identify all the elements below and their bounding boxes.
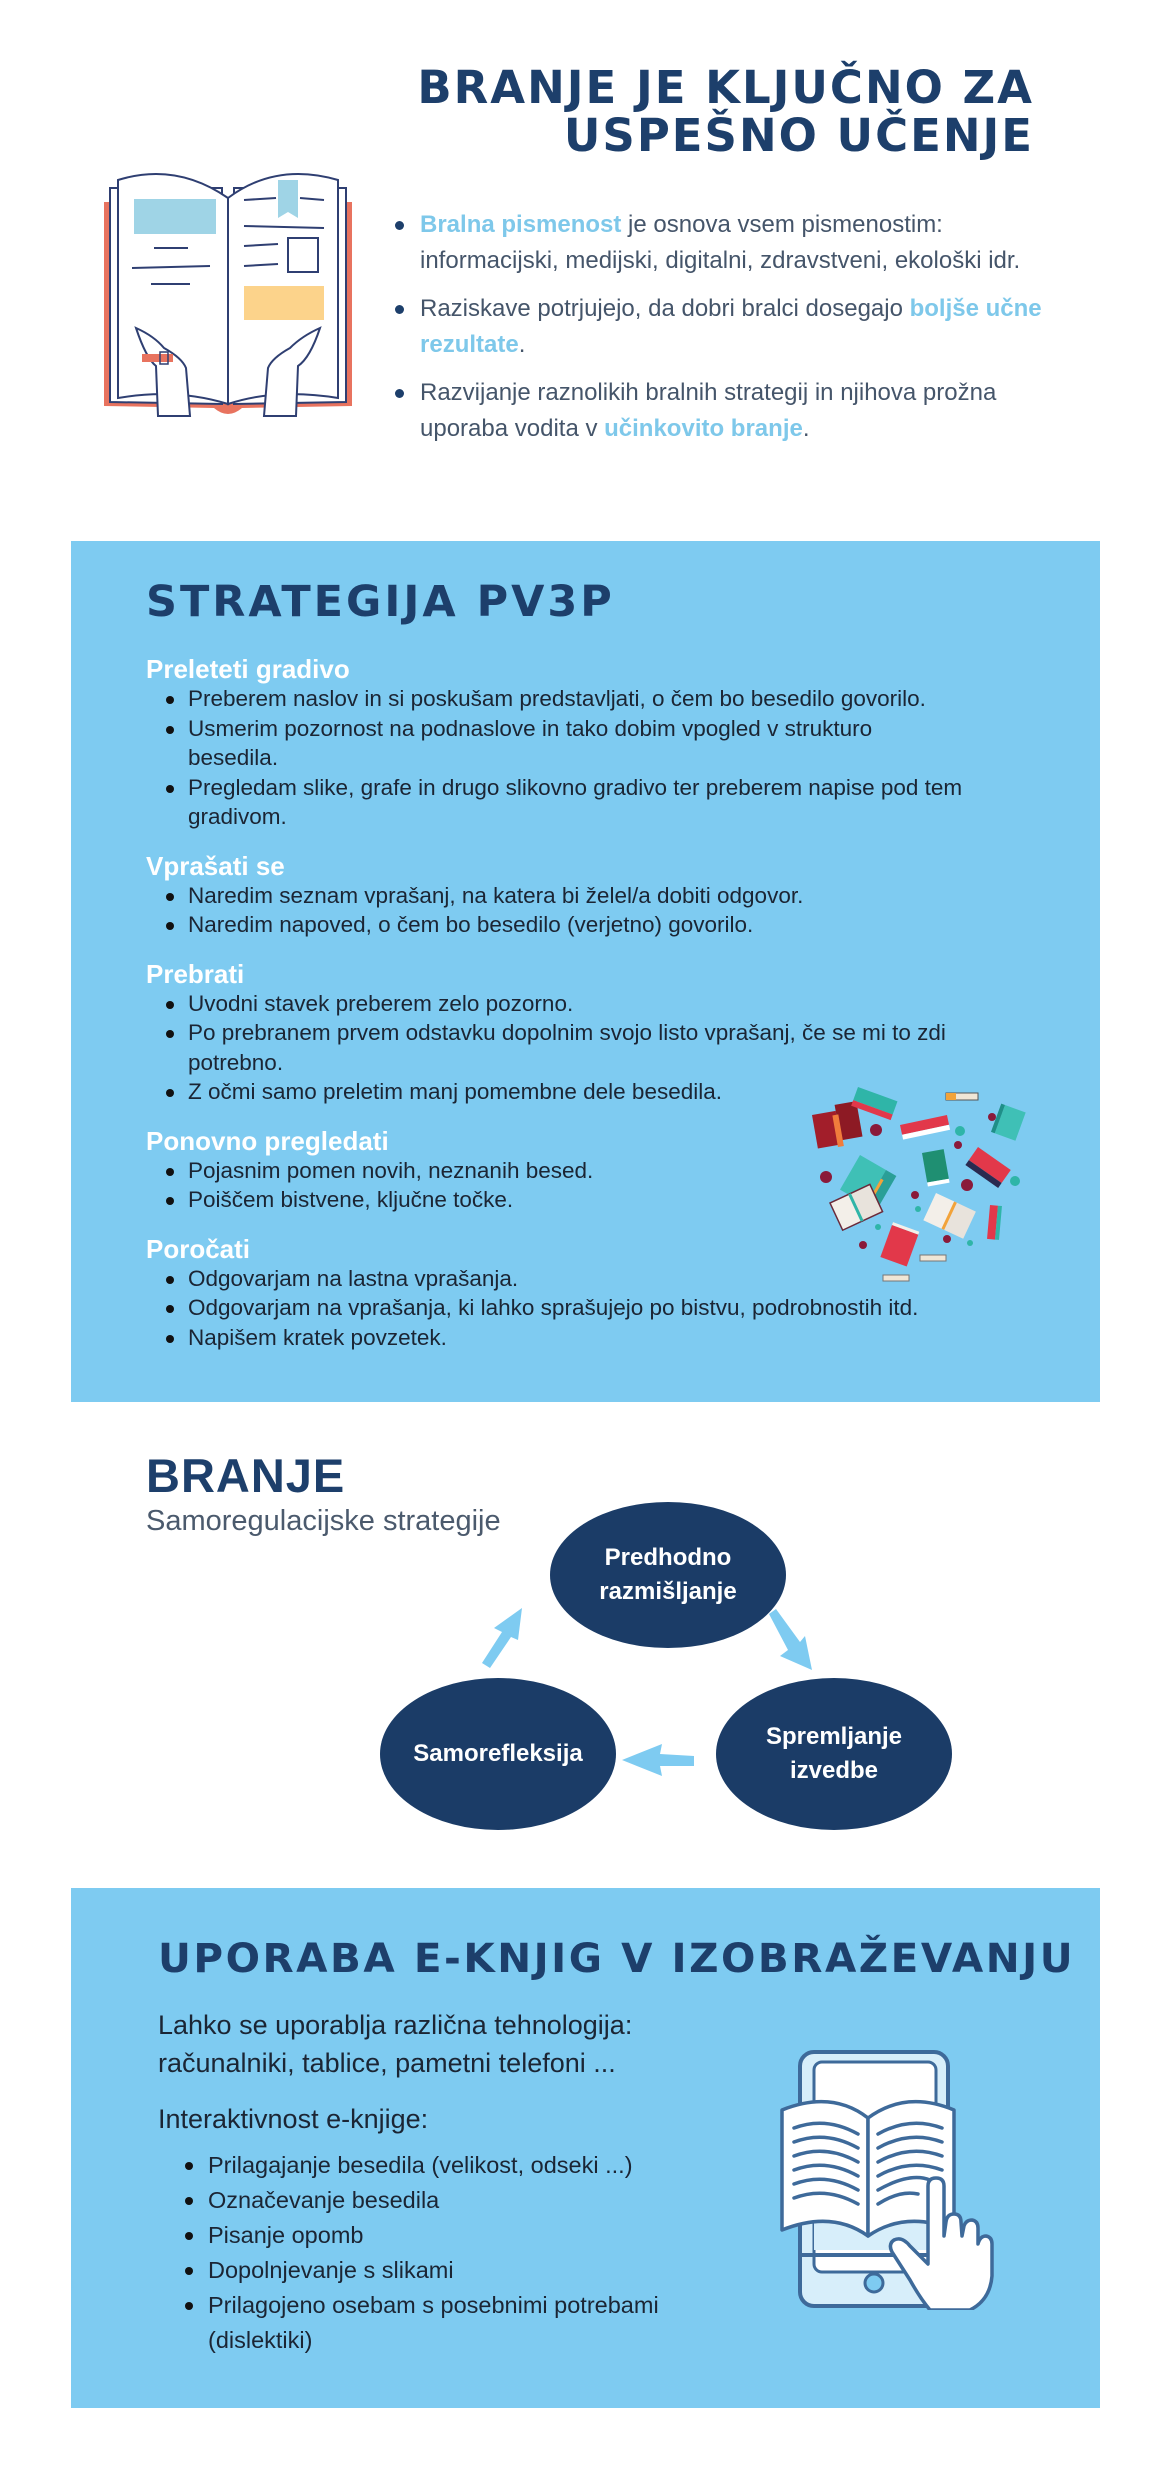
strategy-list bbox=[146, 881, 1046, 940]
strategy-item: Poiščem bistvene, ključne točke. bbox=[146, 1185, 1046, 1215]
arrow-right-to-left bbox=[622, 1744, 694, 1776]
strategy-item: Po prebranem prvem odstavku dopolnim svojo listo vprašanj, če se mi to zdi potrebno. bbox=[146, 1018, 976, 1077]
strategy-item: Odgovarjam na lastna vprašanja. bbox=[146, 1264, 1046, 1294]
strategy-section-preleteti bbox=[146, 654, 1046, 832]
main-title bbox=[300, 61, 1034, 162]
strategy-item: Naredim napoved, o čem bo besedilo (verjetno) govorilo. bbox=[146, 910, 1046, 940]
strategy-heading: Prebrati bbox=[146, 958, 245, 989]
strategy-item: Z očmi samo preletim manj pomembne dele besedila. bbox=[146, 1077, 1046, 1107]
ebooks-intro: Lahko se uporablja različna tehnologija: računalniki, tablice, pametni telefoni ... bbox=[158, 2010, 633, 2078]
strategy-item: Naredim seznam vprašanj, na katera bi želel/a dobiti odgovor. bbox=[146, 881, 1046, 911]
cycle-title: BRANJE bbox=[146, 1449, 346, 1502]
intro-suffix: . bbox=[518, 331, 526, 358]
ebooks-item: Označevanje besedila bbox=[158, 2183, 758, 2218]
strategy-item: Pregledam slike, grafe in drugo slikovno gradivo ter preberem napise pod tem gradivom. bbox=[146, 773, 986, 832]
strategy-section-vprasati bbox=[146, 851, 1046, 940]
cycle-subtitle: Samoregulacijske strategije bbox=[146, 1505, 501, 1537]
strategy-title: STRATEGIJA PV3P bbox=[146, 577, 615, 627]
strategy-item: Odgovarjam na vprašanja, ki lahko sprašujejo po bistvu, podrobnostih itd. bbox=[146, 1293, 1046, 1323]
strategy-heading: Ponovno pregledati bbox=[146, 1125, 389, 1156]
intro-highlight: učinkovito branje bbox=[604, 415, 803, 442]
strategy-item: Napišem kratek povzetek. bbox=[146, 1323, 1046, 1353]
cycle-node-forethought: Predhodno razmišljanje bbox=[550, 1502, 786, 1648]
intro-suffix: . bbox=[802, 415, 810, 442]
ebooks-list bbox=[158, 2148, 758, 2358]
intro-text: Raziskave potrjujejo, da dobri bralci dosegajo bbox=[420, 295, 910, 322]
cycle-node-performance-monitoring: Spremljanje izvedbe bbox=[716, 1678, 952, 1830]
cycle-node-self-reflection: Samorefleksija bbox=[380, 1678, 616, 1830]
main-title-line2: USPEŠNO UČENJE bbox=[563, 109, 1034, 162]
ebooks-item: Pisanje opomb bbox=[158, 2218, 758, 2253]
strategy-item: Preberem naslov in si poskušam predstavljati, o čem bo besedilo govorilo. bbox=[146, 684, 1046, 714]
strategy-heading: Poročati bbox=[146, 1233, 251, 1264]
ebooks-subheading: Interaktivnost e-knjige: bbox=[158, 2104, 429, 2134]
intro-text: je osnova vsem pismenostim: informacijski, medijski, digitalni, zdravstveni, ekološki idr. bbox=[420, 211, 1021, 274]
main-title-line1: BRANJE JE KLJUČNO ZA bbox=[417, 61, 1034, 114]
arrow-top-to-right bbox=[769, 1609, 812, 1670]
intro-item bbox=[392, 375, 1042, 447]
intro-highlight: Bralna pismenost bbox=[420, 211, 622, 238]
strategy-item: Uvodni stavek preberem zelo pozorno. bbox=[146, 989, 1046, 1019]
arrow-left-to-top bbox=[482, 1608, 522, 1668]
intro-item bbox=[392, 291, 1042, 363]
ebooks-item: Dopolnjevanje s slikami bbox=[158, 2253, 758, 2288]
ebooks-item: Prilagojeno osebam s posebnimi potrebami (dislektiki) bbox=[158, 2288, 678, 2358]
ebooks-item: Prilagajanje besedila (velikost, odseki ...) bbox=[158, 2148, 758, 2183]
strategy-heading: Preleteti gradivo bbox=[146, 654, 350, 684]
strategy-item: Pojasnim pomen novih, neznanih besed. bbox=[146, 1156, 1046, 1186]
intro-highlight: boljše učne rezultate bbox=[420, 295, 1042, 358]
self-regulation-cycle bbox=[360, 1490, 980, 1850]
strategy-item: Usmerim pozornost na podnaslove in tako dobim vpogled v strukturo besedila. bbox=[146, 714, 966, 773]
flying-books-icon bbox=[800, 1075, 1040, 1295]
intro-bullet-list bbox=[392, 207, 1042, 459]
strategy-heading: Vprašati se bbox=[146, 850, 285, 881]
tablet-ebook-touch-icon bbox=[770, 2040, 1010, 2310]
ebooks-title: UPORABA E-KNJIG V IZOBRAŽEVANJU bbox=[158, 1934, 1076, 1982]
open-book-hands-icon bbox=[96, 158, 360, 420]
strategy-list bbox=[146, 684, 1046, 832]
intro-text: Razvijanje raznolikih bralnih strategij in njihova prožna uporaba vodita v bbox=[420, 379, 997, 442]
intro-item bbox=[392, 207, 1042, 279]
